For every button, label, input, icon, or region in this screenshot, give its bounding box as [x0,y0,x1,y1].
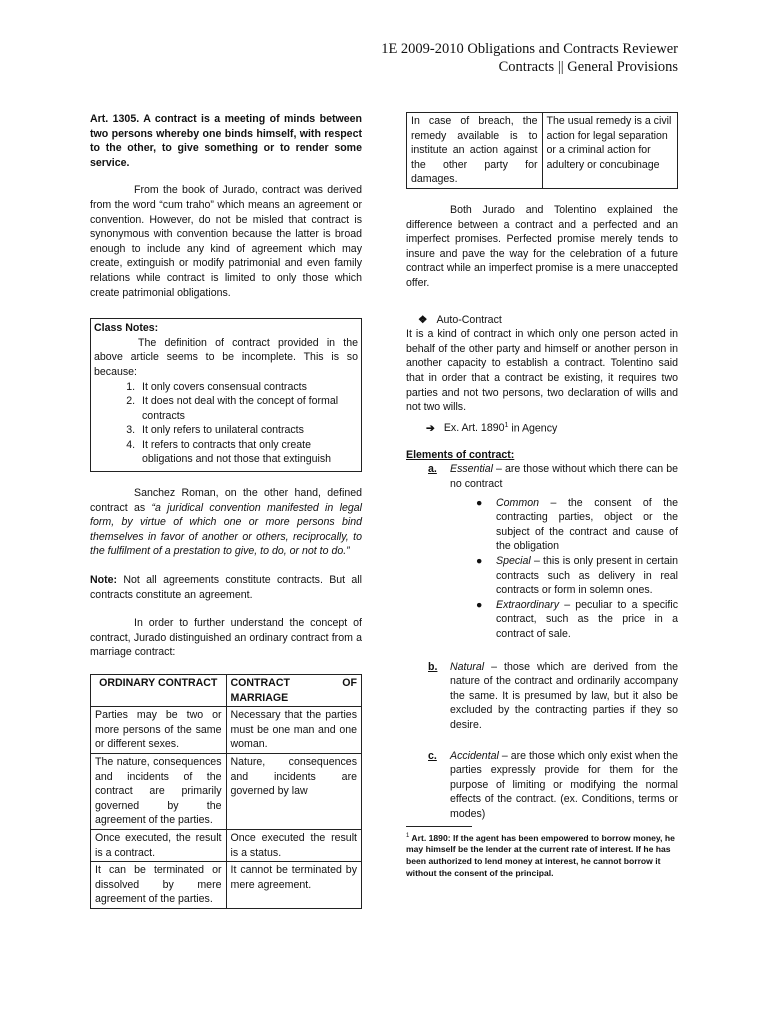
header-subtitle: Contracts || General Provisions [498,59,678,75]
list-item: 3. It only refers to unilateral contracts [138,423,358,438]
jurado-paragraph: From the book of Jurado, contract was derived from the word “cum traho” which means an agreement or convention. However, do not be misled that contract is synonymous with convention because the latter is broad enough to include any kind of agreement which may create, extinguish or modify patrimonial and even family relations while contract is limited to only those which create patrimonial obligations. [90,184,362,299]
article-label: Art. 1305. [90,113,140,125]
right-column [406,112,678,821]
contract-comparison-table [90,674,362,909]
note-paragraph [90,573,362,602]
table-cell: The usual remedy is a civil action for legal separation or a criminal action for adultery or concubinage [542,113,678,189]
perfected-promise-paragraph: Both Jurado and Tolentino explained the difference between a contract and a perfected and an imperfect promises. Perfected promise merely tends to insure and pave the way for the celebration of a future contract while an imperfect promise is a mere unaccepted offer. [406,203,678,289]
elements-section [406,448,678,822]
element-term: Essential [450,463,493,476]
list-item: 1. It only covers consensual contracts [138,380,358,395]
class-notes-title: Class Notes: [94,322,159,335]
essential-sublist [406,496,678,642]
table-row [407,113,678,189]
table-cell: Parties may be two or more persons of the same or different sexes. [91,707,227,754]
sanchez-intro: Sanchez Roman, on the other hand, defined contract as [90,487,362,514]
list-item: ● Special – this is only present in certain contracts such as delivery in real contracts or form in solemn ones. [476,554,678,597]
footnote-mark: 1 [406,833,410,839]
bullet-icon: ● [476,554,483,567]
element-letter: a. [428,463,437,476]
list-item: ● Extraordinary – peculiar to a specific contract, such as the price in a contract of sale. [476,598,678,640]
sanchez-paragraph [90,486,362,559]
table-cell: It can be terminated or dissolved by mere agreement of the parties. [91,862,227,909]
bullet-icon: ● [476,598,483,611]
example-text: Ex. Art. 1890 [443,422,505,435]
element-letter: c. [428,749,437,762]
auto-contract-title: Auto-Contract [436,313,502,326]
note-label: Note: [90,574,118,587]
header-title: 1E 2009-2010 Obligations and Contracts Reviewer [381,41,678,57]
list-item: ● Common – the consent of the contracting parties, object or the subject of the contract and cause of the obligation [476,496,678,553]
footnote-body: Art. 1890: If the agent has been empowered to borrow money, he may himself be the lender at the current rate of interest. If he has been authorized to lend money at interest, he cannot borrow it without the consent of the principal. [406,832,675,878]
note-text: Not all agreements constitute contracts. But all contracts constitute an agreement. [90,574,362,601]
bullet-icon: ● [476,496,483,509]
diamond-bullet-icon: ❖ [418,313,428,326]
table-row [91,829,362,861]
element-letter: b. [428,660,438,673]
footnote-ref: 1 [504,421,509,429]
class-notes-list [94,380,358,468]
class-notes-box [90,318,362,472]
sanchez-quote: “a juridical convention manifested in legal form, by virtue of which one or more persons bind themselves in favor of another or others, reciprocally, to the fulfilment of a prestation to give, to do, or not to do.” [90,501,362,558]
jurado-distinction-paragraph: In order to further understand the concept of contract, Jurado distinguished an ordinary contract from a marriage contract: [90,617,362,659]
element-desc: – are those which only exist when the parties expressly provide for them for the purpose of limiting or modifying the normal effects of the contract. (ex. Conditions, terms or modes) [450,749,678,820]
auto-contract-heading [406,313,678,328]
table-row [91,753,362,829]
footnote-divider [406,826,472,827]
list-item: 4. It refers to contracts that only create obligations and not those that extinguish [138,438,358,467]
element-essential [406,462,678,491]
table-row [91,862,362,909]
element-term: Accidental [450,749,499,762]
article-text: A contract is a meeting of minds between two persons whereby one binds himself, with respect to the other, to give something or to render some service. [90,113,362,169]
left-column [90,112,362,909]
table-cell: Once executed the result is a status. [226,829,362,861]
auto-contract-text: It is a kind of contract in which only one person acted in behalf of the other party and himself or another person in another capacity to establish a contract. Tolentino said that in order that a contract be existing, it requires two parties and not two persons, two declaration of wills and not two wills. [406,328,678,414]
example-line [406,419,678,436]
element-natural [406,660,678,733]
class-notes-intro: The definition of contract provided in the above article seems to be incomplete. This is so because: [94,336,358,378]
article-1305 [90,112,362,170]
header-ordinary-contract: ORDINARY CONTRACT [91,675,227,707]
table-cell: Once executed, the result is a contract. [91,829,227,861]
example-tail: in Agency [508,422,558,435]
table-header-row [91,675,362,707]
header-contract-of-marriage: CONTRACT OF MARRIAGE [226,675,362,707]
list-item: 2. It does not deal with the concept of formal contracts [138,394,358,423]
table-cell: Necessary that the parties must be one man and one woman. [226,707,362,754]
element-accidental [406,749,678,822]
footnote-text [406,831,678,879]
arrow-right-icon: ➔ [426,422,435,435]
element-term: Natural [450,660,485,673]
elements-title: Elements of contract: [406,448,515,461]
table-cell: The nature, consequences and incidents of the contract are primarily governed by the agreement of the parties. [91,753,227,829]
table-row [91,707,362,754]
table-cell: In case of breach, the remedy available is to institute an action against the other party for damages. [407,113,543,189]
contract-comparison-table-continued [406,112,678,189]
page-header [381,40,678,76]
element-desc: – those which are derived from the nature of the contract and ordinarily accompany the same. It is presumed by law, but it also be excluded by the contracting parties if they so desire. [450,660,678,731]
element-desc: – are those without which there can be no contract [450,463,678,490]
table-cell: Nature, consequences and incidents are governed by law [226,753,362,829]
footnote-section [406,826,678,879]
table-cell: It cannot be terminated by mere agreement. [226,862,362,909]
